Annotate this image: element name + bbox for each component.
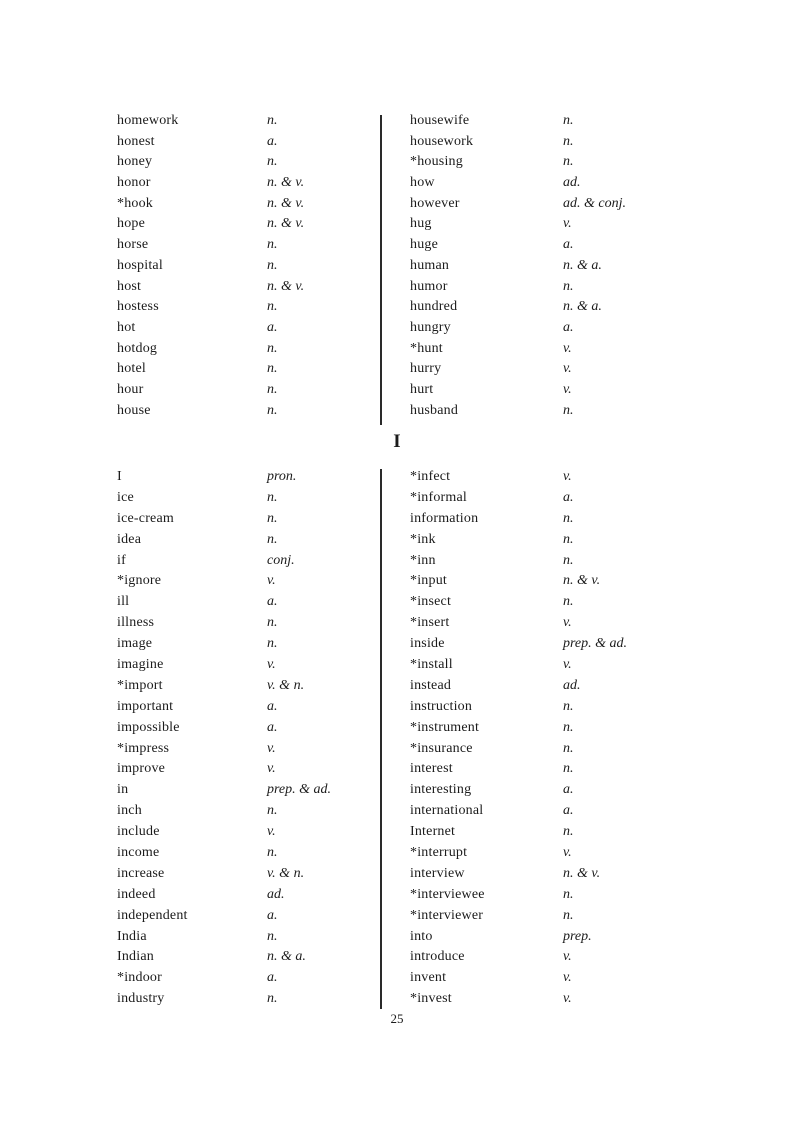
word-label: in [117, 782, 129, 798]
pos-label: n. [267, 340, 278, 356]
pos-label: prep. & ad. [563, 636, 628, 652]
word-entry [410, 531, 697, 552]
pos-label: ad. [267, 886, 285, 902]
pos-label: n. [563, 531, 574, 547]
word-entry [410, 865, 697, 886]
word-entry [117, 802, 372, 823]
pos-label: n. [563, 113, 574, 128]
word-entry [117, 698, 372, 719]
word-label: interesting [410, 782, 472, 798]
word-label: *insert [410, 615, 450, 631]
pos-label: a. [267, 319, 278, 335]
word-label: *indoor [117, 970, 162, 986]
word-label: hospital [117, 257, 163, 273]
word-label: *install [410, 657, 453, 673]
word-label: *interrupt [410, 845, 468, 861]
pos-label: n. [267, 636, 278, 652]
word-entry [117, 740, 372, 761]
pos-label: n. & v. [563, 573, 601, 589]
pos-label: n. [267, 402, 278, 418]
word-entry [117, 990, 372, 1011]
word-label: honey [117, 154, 153, 170]
pos-label: n. [563, 740, 574, 756]
word-label: *housing [410, 154, 463, 170]
word-label: indeed [117, 886, 156, 902]
pos-label: n. & v. [267, 216, 305, 232]
word-label: imagine [117, 657, 164, 673]
word-entry [117, 236, 372, 257]
word-entry [410, 257, 697, 278]
pos-label: v. [563, 381, 572, 397]
word-entry [410, 948, 697, 969]
pos-label: n. [267, 531, 278, 547]
pos-label: n. [267, 154, 278, 170]
word-entry [410, 153, 697, 174]
word-entry [117, 381, 372, 402]
word-label: interest [410, 761, 453, 777]
pos-label: a. [267, 133, 278, 149]
word-entry [410, 298, 697, 319]
word-label: *insurance [410, 740, 473, 756]
pos-label: n. [267, 803, 278, 819]
word-label: humor [410, 278, 448, 294]
word-label: India [117, 928, 147, 944]
pos-label: a. [563, 803, 574, 819]
word-entry [410, 468, 697, 489]
word-label: hurry [410, 361, 442, 377]
word-label: hope [117, 216, 146, 232]
pos-label: v. [563, 845, 572, 861]
word-entry [117, 468, 372, 489]
word-entry [410, 677, 697, 698]
word-entry [117, 656, 372, 677]
word-label: into [410, 928, 433, 944]
word-label: income [117, 845, 160, 861]
pos-label: v. [267, 740, 276, 756]
word-label: *infect [410, 469, 451, 484]
word-label: *import [117, 677, 163, 693]
word-label: *informal [410, 489, 468, 505]
word-label: interview [410, 865, 465, 881]
word-label: ill [117, 594, 130, 610]
pos-label: v. [563, 970, 572, 986]
word-entry [410, 360, 697, 381]
word-entry [117, 112, 372, 133]
word-label: ice-cream [117, 510, 174, 526]
word-entry [117, 865, 372, 886]
pos-label: n. [563, 402, 574, 418]
word-entry [117, 174, 372, 195]
pos-label: n. [267, 299, 278, 315]
word-entry [117, 133, 372, 154]
pos-label: n. [563, 154, 574, 170]
pos-label: n. [267, 361, 278, 377]
word-label: illness [117, 615, 155, 631]
pos-label: n. [563, 278, 574, 294]
word-label: instead [410, 677, 452, 693]
word-label: instruction [410, 698, 473, 714]
pos-label: n. & a. [267, 949, 306, 965]
word-entry [117, 360, 372, 381]
word-entry [410, 635, 697, 656]
word-label: *interviewee [410, 886, 485, 902]
word-entry [410, 112, 697, 133]
word-label: hot [117, 319, 136, 335]
word-entry [410, 215, 697, 236]
word-label: invent [410, 970, 447, 986]
word-label: how [410, 175, 435, 191]
pos-label: n. [563, 552, 574, 568]
word-column-right [410, 112, 697, 422]
pos-label: v. & n. [267, 677, 305, 693]
pos-label: n. [267, 113, 278, 128]
word-entry [117, 215, 372, 236]
word-entry [410, 510, 697, 531]
word-label: improve [117, 761, 166, 777]
pos-label: ad. [563, 677, 581, 693]
word-label: independent [117, 907, 188, 923]
word-entry [410, 402, 697, 423]
word-entry [117, 948, 372, 969]
word-entry [410, 928, 697, 949]
word-entry [117, 489, 372, 510]
word-label: hotdog [117, 340, 158, 356]
pos-label: v. [267, 657, 276, 673]
pos-label: a. [267, 907, 278, 923]
word-label: information [410, 510, 479, 526]
word-label: *impress [117, 740, 170, 756]
word-label: hour [117, 381, 144, 397]
word-label: huge [410, 237, 439, 253]
pos-label: n. [267, 237, 278, 253]
word-label: I [117, 469, 122, 484]
column-divider [380, 469, 382, 1009]
word-label: include [117, 824, 160, 840]
word-entry [410, 781, 697, 802]
pos-label: a. [267, 698, 278, 714]
pos-label: n. & a. [563, 257, 602, 273]
pos-label: ad. & conj. [563, 195, 626, 211]
pos-label: prep. & ad. [267, 782, 332, 798]
word-entry [117, 153, 372, 174]
word-entry [410, 907, 697, 928]
word-label: housework [410, 133, 474, 149]
word-entry [410, 969, 697, 990]
word-entry [410, 698, 697, 719]
word-entry [117, 907, 372, 928]
word-entry [117, 760, 372, 781]
word-entry [410, 552, 697, 573]
word-label: human [410, 257, 450, 273]
pos-label: n. [563, 594, 574, 610]
word-label: inch [117, 803, 142, 819]
pos-label: a. [563, 782, 574, 798]
word-entry [410, 614, 697, 635]
word-label: however [410, 195, 460, 211]
word-label: Internet [410, 824, 456, 840]
word-entry [410, 236, 697, 257]
word-entry [117, 886, 372, 907]
word-label: if [117, 552, 126, 568]
pos-label: n. [267, 615, 278, 631]
pos-label: n. [563, 510, 574, 526]
word-entry [410, 656, 697, 677]
pos-label: v. [267, 573, 276, 589]
word-label: idea [117, 531, 142, 547]
word-entry [410, 990, 697, 1011]
pos-label: v. [563, 216, 572, 232]
word-column-left [117, 468, 372, 1011]
pos-label: pron. [267, 469, 297, 484]
pos-label: a. [563, 237, 574, 253]
word-entry [117, 340, 372, 361]
word-entry [117, 823, 372, 844]
pos-label: a. [563, 489, 574, 505]
pos-label: conj. [267, 552, 295, 568]
pos-label: n. [267, 845, 278, 861]
word-label: *instrument [410, 719, 480, 735]
wordlist-section-h [117, 112, 697, 428]
word-label: hurt [410, 381, 434, 397]
word-label: *hook [117, 195, 153, 211]
pos-label: n. [563, 133, 574, 149]
word-entry [117, 402, 372, 423]
word-label: housewife [410, 113, 470, 128]
pos-label: n. [563, 886, 574, 902]
pos-label: n. & v. [267, 278, 305, 294]
word-entry [410, 572, 697, 593]
pos-label: n. [267, 991, 278, 1007]
word-label: *invest [410, 991, 452, 1007]
word-label: house [117, 402, 151, 418]
word-label: hundred [410, 299, 458, 315]
word-entry [117, 781, 372, 802]
word-label: *interviewer [410, 907, 484, 923]
pos-label: v. [267, 761, 276, 777]
word-label: introduce [410, 949, 465, 965]
word-label: husband [410, 402, 459, 418]
word-entry [117, 677, 372, 698]
word-entry [410, 340, 697, 361]
word-entry [410, 844, 697, 865]
pos-label: n. [267, 381, 278, 397]
pos-label: n. & v. [563, 865, 601, 881]
word-entry [410, 719, 697, 740]
word-entry [117, 928, 372, 949]
pos-label: n. [267, 510, 278, 526]
word-label: impossible [117, 719, 180, 735]
pos-label: prep. [563, 928, 592, 944]
pos-label: a. [267, 719, 278, 735]
pos-label: v. [563, 949, 572, 965]
word-entry [117, 719, 372, 740]
word-label: hug [410, 216, 432, 232]
pos-label: v. [563, 615, 572, 631]
section-heading-i: I [393, 431, 401, 452]
word-label: host [117, 278, 142, 294]
word-label: honest [117, 133, 155, 149]
word-entry [117, 257, 372, 278]
word-entry [410, 174, 697, 195]
word-label: hotel [117, 361, 146, 377]
pos-label: v. [267, 824, 276, 840]
wordlist-section-i [117, 468, 697, 1014]
pos-label: n. [563, 761, 574, 777]
pos-label: a. [267, 970, 278, 986]
word-label: homework [117, 113, 179, 128]
word-label: honor [117, 175, 151, 191]
word-label: *inn [410, 552, 436, 568]
pos-label: a. [267, 594, 278, 610]
word-entry [117, 531, 372, 552]
word-entry [410, 802, 697, 823]
word-entry [410, 823, 697, 844]
pos-label: a. [563, 319, 574, 335]
pos-label: n. & v. [267, 195, 305, 211]
pos-label: n. [563, 719, 574, 735]
pos-label: n. & v. [267, 175, 305, 191]
page-number: 25 [390, 1011, 404, 1026]
word-label: *ignore [117, 573, 162, 589]
word-entry [117, 278, 372, 299]
word-label: ice [117, 489, 134, 505]
word-label: hungry [410, 319, 451, 335]
word-entry [410, 886, 697, 907]
pos-label: n. [267, 928, 278, 944]
word-entry [410, 760, 697, 781]
pos-label: n. [563, 698, 574, 714]
word-entry [117, 593, 372, 614]
word-label: *insect [410, 594, 452, 610]
word-entry [410, 195, 697, 216]
word-entry [117, 614, 372, 635]
word-label: *input [410, 573, 447, 589]
word-entry [117, 844, 372, 865]
word-entry [117, 510, 372, 531]
word-entry [117, 969, 372, 990]
word-entry [410, 489, 697, 510]
word-entry [117, 298, 372, 319]
word-entry [117, 552, 372, 573]
word-entry [117, 572, 372, 593]
word-column-left [117, 112, 372, 422]
pos-label: ad. [563, 175, 581, 191]
column-divider [380, 115, 382, 425]
word-label: inside [410, 636, 445, 652]
word-label: international [410, 803, 484, 819]
word-label: important [117, 698, 174, 714]
word-label: increase [117, 865, 165, 881]
pos-label: v. [563, 657, 572, 673]
pos-label: v. & n. [267, 865, 305, 881]
word-entry [410, 319, 697, 340]
word-entry [410, 381, 697, 402]
word-label: horse [117, 237, 149, 253]
word-label: *ink [410, 531, 436, 547]
word-column-right [410, 468, 697, 1011]
pos-label: v. [563, 991, 572, 1007]
pos-label: n. [563, 907, 574, 923]
pos-label: n. & a. [563, 299, 602, 315]
word-label: Indian [117, 949, 154, 965]
word-label: industry [117, 991, 165, 1007]
pos-label: v. [563, 361, 572, 377]
word-entry [410, 593, 697, 614]
word-entry [410, 133, 697, 154]
word-entry [410, 278, 697, 299]
word-entry [117, 195, 372, 216]
word-label: hostess [117, 299, 159, 315]
pos-label: n. [563, 824, 574, 840]
word-label: image [117, 636, 153, 652]
pos-label: n. [267, 257, 278, 273]
pos-label: v. [563, 340, 572, 356]
word-entry [410, 740, 697, 761]
pos-label: v. [563, 469, 572, 484]
word-label: *hunt [410, 340, 443, 356]
word-entry [117, 635, 372, 656]
pos-label: n. [267, 489, 278, 505]
word-entry [117, 319, 372, 340]
